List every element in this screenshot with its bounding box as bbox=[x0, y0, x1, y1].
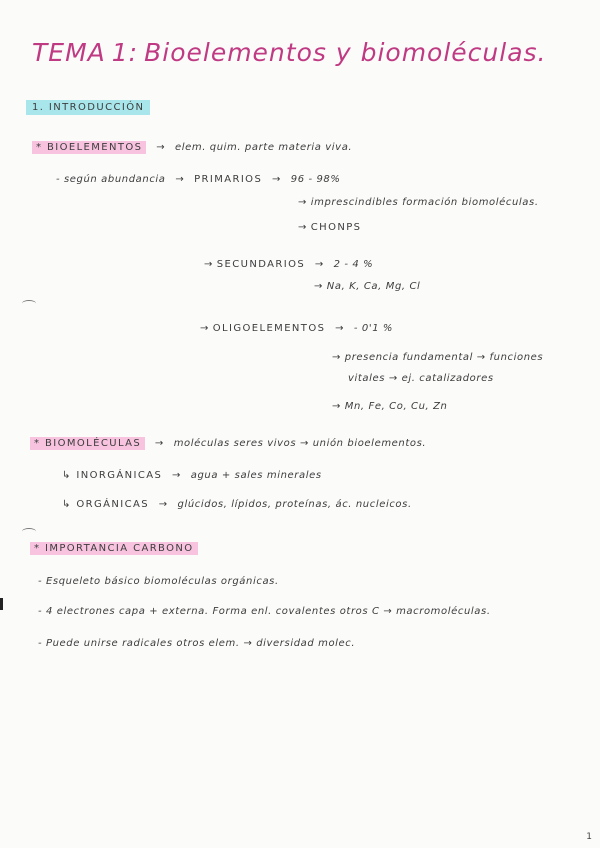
arrow-icon: → bbox=[335, 323, 345, 334]
page-title bbox=[32, 38, 547, 67]
page-number: 1 bbox=[586, 832, 592, 842]
arrow-icon: → bbox=[158, 499, 168, 510]
arrow-icon: → bbox=[314, 259, 324, 270]
arrow-icon: → bbox=[314, 281, 327, 292]
chonps-list: CHONPS bbox=[310, 222, 362, 233]
bioelementos-heading: * BIOELEMENTOS bbox=[32, 141, 146, 154]
carbono-line bbox=[30, 543, 198, 554]
title-prefix: TEMA bbox=[32, 38, 106, 67]
secundarios-list-line bbox=[314, 281, 420, 292]
section-intro bbox=[26, 102, 150, 113]
organicas-line bbox=[62, 499, 412, 510]
secundarios-label: SECUNDARIOS bbox=[216, 259, 306, 270]
segun-abundancia: - según abundancia bbox=[56, 174, 166, 185]
primarios-label: PRIMARIOS bbox=[194, 174, 263, 185]
title-text: Bioelementos y biomoléculas. bbox=[144, 38, 547, 67]
carbono-text-3: - Puede unirse radicales otros elem. → diversidad molec. bbox=[38, 638, 356, 649]
oligo-note-1: presencia fundamental → funciones bbox=[344, 352, 544, 363]
margin-mark bbox=[22, 300, 36, 307]
organicas-text: glúcidos, lípidos, proteínas, ác. nucleicos. bbox=[177, 499, 412, 510]
arrow-icon: → bbox=[332, 352, 345, 363]
inorganicas-label: ↳ INORGÁNICAS bbox=[62, 470, 163, 481]
bioelementos-line bbox=[32, 142, 352, 153]
arrow-icon: → bbox=[156, 142, 166, 153]
arrow-icon: → bbox=[298, 222, 311, 233]
secundarios-list: Na, K, Ca, Mg, Cl bbox=[326, 281, 421, 292]
biomoleculas-line bbox=[30, 438, 426, 449]
organicas-label: ↳ ORGÁNICAS bbox=[62, 499, 149, 510]
carbono-text-1: - Esqueleto básico biomoléculas orgánicas. bbox=[38, 576, 279, 587]
primarios-note: imprescindibles formación biomoléculas. bbox=[310, 197, 539, 208]
oligo-list: Mn, Fe, Co, Cu, Zn bbox=[344, 401, 448, 412]
primarios-percent: 96 - 98% bbox=[290, 174, 341, 185]
oligoelementos-label: OLIGOELEMENTOS bbox=[212, 323, 326, 334]
secundarios-line bbox=[204, 259, 373, 270]
oligo-note-2: vitales → ej. catalizadores bbox=[348, 373, 494, 384]
oligo-line bbox=[200, 323, 393, 334]
arrow-icon: → bbox=[200, 323, 213, 334]
arrow-icon: → bbox=[204, 259, 217, 270]
arrow-icon: → bbox=[298, 197, 311, 208]
title-number: 1: bbox=[111, 38, 139, 67]
oligo-note-line2 bbox=[348, 373, 494, 384]
bioelementos-definition: elem. quim. parte materia viva. bbox=[174, 142, 353, 153]
inorganicas-line bbox=[62, 470, 322, 481]
primarios-line bbox=[56, 174, 340, 185]
inorganicas-text: agua + sales minerales bbox=[190, 470, 322, 481]
oligo-percent: - 0'1 % bbox=[353, 323, 394, 334]
page-edge-mark bbox=[0, 598, 3, 610]
margin-mark bbox=[22, 528, 36, 535]
carbono-point-2 bbox=[38, 606, 491, 617]
arrow-icon: → bbox=[175, 174, 185, 185]
primarios-list-line bbox=[298, 222, 361, 233]
oligo-note-line1 bbox=[332, 352, 543, 363]
arrow-icon: → bbox=[171, 470, 181, 481]
carbono-point-1 bbox=[38, 576, 279, 587]
carbono-point-3 bbox=[38, 638, 355, 649]
intro-heading: 1. INTRODUCCIÓN bbox=[26, 100, 150, 115]
arrow-icon: → bbox=[154, 438, 164, 449]
arrow-icon: → bbox=[332, 401, 345, 412]
arrow-icon: → bbox=[271, 174, 281, 185]
carbono-text-2: - 4 electrones capa + externa. Forma enl. covalentes otros C → macromoléculas. bbox=[38, 606, 491, 617]
primarios-note-line bbox=[298, 197, 539, 208]
biomoleculas-definition: moléculas seres vivos → unión bioelementos. bbox=[173, 438, 427, 449]
secundarios-percent: 2 - 4 % bbox=[333, 259, 374, 270]
oligo-list-line bbox=[332, 401, 447, 412]
carbono-heading: * IMPORTANCIA CARBONO bbox=[30, 542, 198, 555]
biomoleculas-heading: * BIOMOLÉCULAS bbox=[30, 437, 145, 450]
